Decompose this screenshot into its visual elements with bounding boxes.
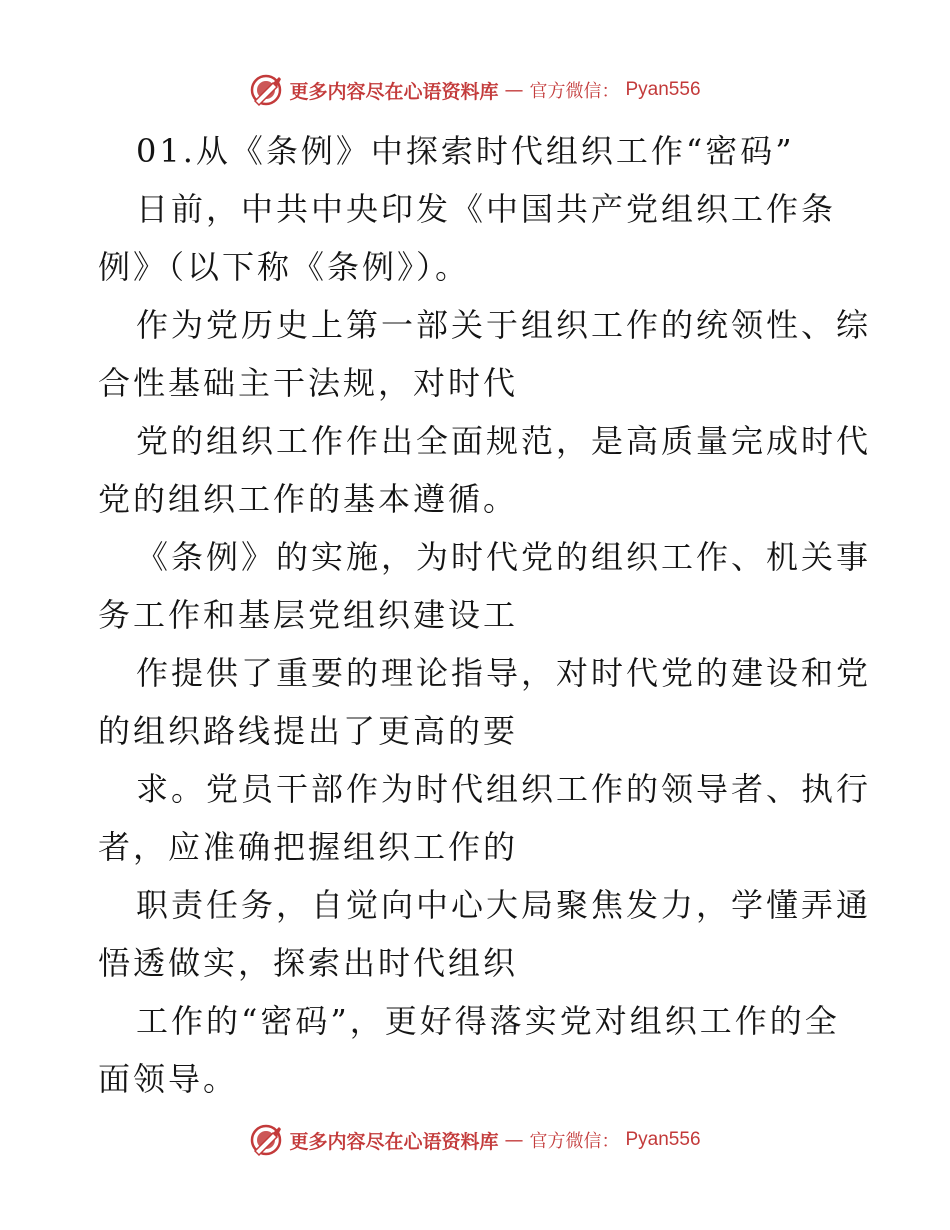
watermark-wechat-id: Pyan556 bbox=[625, 1129, 701, 1150]
paragraph-line: 《条例》的实施，为时代党的组织工作、机关事 bbox=[136, 538, 872, 576]
paragraph-line: 例》（以下称《条例》）。 bbox=[98, 248, 471, 286]
pen-logo-icon bbox=[249, 1123, 283, 1157]
paragraph-line: 求。党员干部作为时代组织工作的领导者、执行 bbox=[136, 770, 872, 808]
paragraph-line: 面领导。 bbox=[98, 1060, 239, 1098]
watermark-label: 官方微信： bbox=[529, 1131, 620, 1152]
watermark-main-text: 更多内容尽在心语资料库 bbox=[289, 80, 499, 103]
paragraph-line: 党的组织工作作出全面规范，是高质量完成时代 bbox=[136, 422, 872, 460]
paragraph-line: 务工作和基层党组织建设工 bbox=[98, 596, 519, 634]
watermark-dash: — bbox=[504, 79, 524, 101]
paragraph-line: 悟透做实，探索出时代组织 bbox=[98, 944, 519, 982]
paragraph-line: 日前，中共中央印发《中国共产党组织工作条 bbox=[136, 190, 837, 228]
section-heading: 01.从《条例》中探索时代组织工作“密码” bbox=[136, 132, 795, 170]
paragraph-line: 工作的“密码”，更好得落实党对组织工作的全 bbox=[136, 1002, 840, 1040]
paragraph-line: 作提供了重要的理论指导，对时代党的建设和党 bbox=[136, 654, 872, 692]
watermark-main-text: 更多内容尽在心语资料库 bbox=[289, 1130, 499, 1153]
paragraph-line: 党的组织工作的基本遵循。 bbox=[98, 480, 519, 518]
pen-logo-icon bbox=[249, 73, 283, 107]
paragraph-line: 者，应准确把握组织工作的 bbox=[98, 828, 519, 866]
footer-watermark bbox=[0, 1120, 950, 1160]
paragraph-line: 的组织路线提出了更高的要 bbox=[98, 712, 519, 750]
document-body bbox=[98, 122, 872, 1108]
paragraph-line: 合性基础主干法规，对时代 bbox=[98, 364, 519, 402]
watermark-dash: — bbox=[504, 1129, 524, 1151]
header-watermark bbox=[0, 70, 950, 110]
paragraph-line: 职责任务，自觉向中心大局聚焦发力，学懂弄通 bbox=[136, 886, 872, 924]
watermark-wechat-id: Pyan556 bbox=[625, 79, 701, 100]
paragraph-line: 作为党历史上第一部关于组织工作的统领性、综 bbox=[136, 306, 872, 344]
watermark-label: 官方微信： bbox=[529, 81, 620, 102]
